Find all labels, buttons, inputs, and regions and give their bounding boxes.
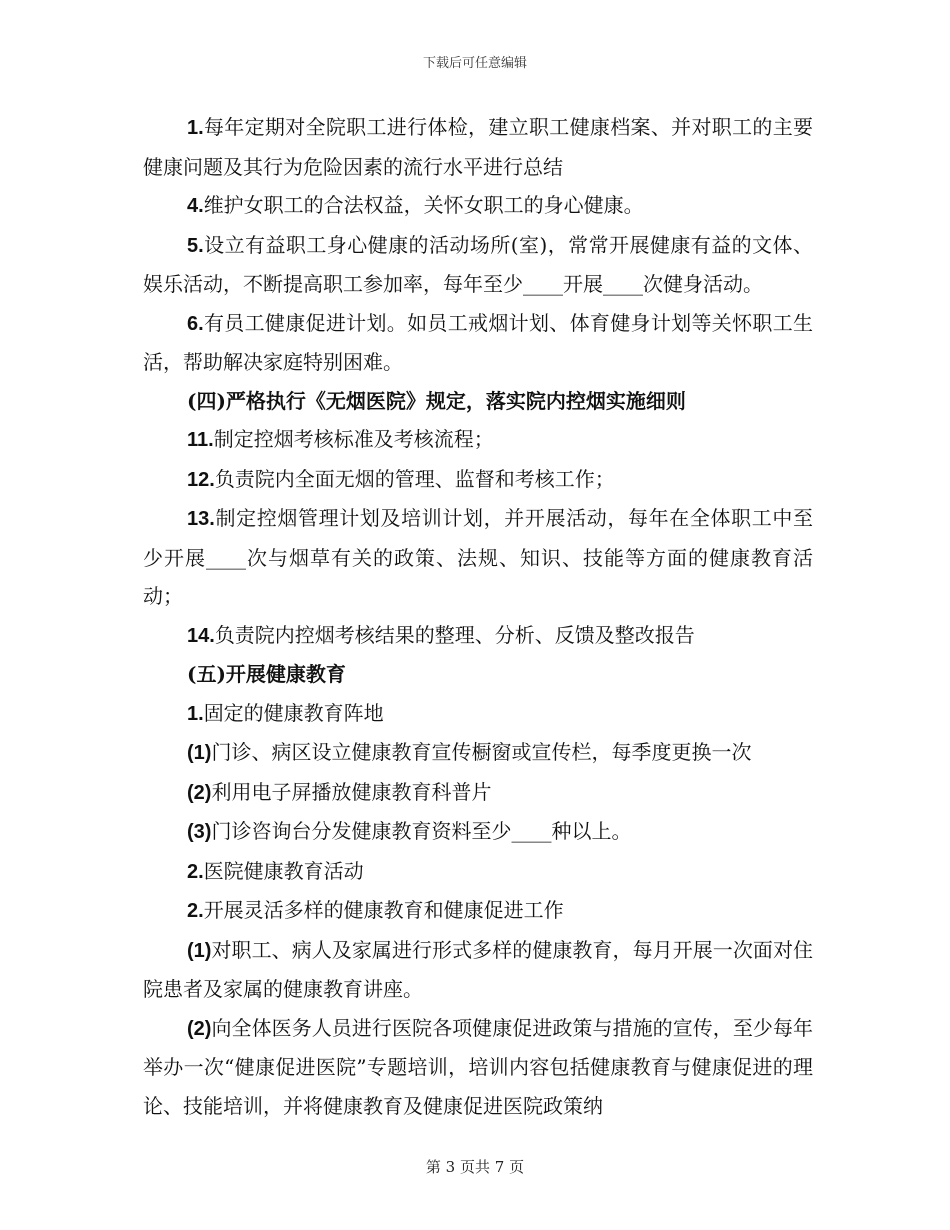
paragraph-text: (四)严格执行《无烟医院》规定，落实院内控烟实施细则 [187, 388, 686, 413]
paragraph [143, 108, 813, 186]
paragraph [143, 891, 813, 931]
paragraph-text: 门诊咨询台分发健康教育资料至少____种以上。 [211, 819, 632, 843]
paragraph-text: 固定的健康教育阵地 [203, 700, 384, 725]
paragraph [143, 460, 813, 500]
paragraph [143, 931, 813, 1009]
item-number: 5. [187, 234, 204, 257]
page-header: 下载后可任意编辑 [422, 56, 527, 71]
paragraph [143, 733, 813, 773]
paragraph-text: 有员工健康促进计划。如员工戒烟计划、体育健身计划等关怀职工生活，帮助解决家庭特别困难。 [143, 310, 813, 374]
item-number: (1) [187, 939, 212, 962]
paragraph [143, 186, 813, 226]
item-number: 13. [187, 508, 215, 530]
paragraph [143, 812, 813, 852]
paragraph-text: 每年定期对全院职工进行体检，建立职工健康档案、并对职工的主要健康问题及其行为危险因素的流行水平进行总结 [143, 115, 813, 179]
item-number: 1. [187, 702, 204, 725]
page-footer: 第 3 页共 7 页 [425, 1158, 525, 1176]
paragraph [143, 420, 813, 460]
section-heading [143, 655, 813, 694]
paragraph-text: 医院健康教育活动 [203, 858, 364, 883]
paragraph-text: 制定控烟管理计划及培训计划，并开展活动，每年在全体职工中至少开展____次与烟草有关的政策、法规、知识、技能等方面的健康教育活动； [143, 506, 813, 608]
paragraph-text: 对职工、病人及家属进行形式多样的健康教育，每月开展一次面对住院患者及家属的健康教育讲座。 [143, 937, 813, 1001]
paragraph-text: 开展灵活多样的健康教育和健康促进工作 [203, 898, 564, 922]
item-number: 2. [187, 900, 204, 922]
paragraph [143, 499, 813, 616]
item-number: 4. [187, 195, 204, 217]
paragraph-text: 门诊、病区设立健康教育宣传橱窗或宣传栏，每季度更换一次 [211, 740, 752, 764]
item-number: (3) [187, 821, 212, 843]
item-number: (1) [187, 742, 212, 764]
paragraph [143, 226, 813, 304]
paragraph-text: 制定控烟考核标准及考核流程； [213, 427, 494, 451]
paragraph [143, 1009, 813, 1126]
paragraph-text: 向全体医务人员进行医院各项健康促进政策与措施的宣传，至少每年举办一次“健康促进医院”专题培训，培训内容包括健康教育与健康促进的理论、技能培训，并将健康教育及健康促进医院政策纳 [143, 1015, 813, 1118]
document-body [143, 108, 813, 1125]
paragraph-text: 设立有益职工身心健康的活动场所(室)，常常开展健康有益的文体、娱乐活动，不断提高职工参加率，每年至少____开展____次健身活动。 [143, 232, 813, 296]
paragraph-text: 维护女职工的合法权益，关怀女职工的身心健康。 [203, 193, 644, 217]
paragraph [143, 694, 813, 734]
item-number: (2) [187, 1017, 212, 1040]
paragraph [143, 304, 813, 382]
item-number: 1. [187, 117, 204, 139]
item-number: 12. [187, 468, 215, 491]
section-heading [143, 382, 813, 421]
paragraph [143, 616, 813, 656]
item-number: 14. [187, 624, 215, 647]
paragraph-text: 负责院内控烟考核结果的整理、分析、反馈及整改报告 [214, 622, 695, 647]
paragraph-text: 利用电子屏播放健康教育科普片 [211, 779, 492, 804]
paragraph [143, 852, 813, 892]
paragraph [143, 773, 813, 813]
item-number: 6. [187, 312, 204, 335]
paragraph-text: 负责院内全面无烟的管理、监督和考核工作； [214, 466, 615, 491]
paragraph-text: (五)开展健康教育 [187, 662, 346, 686]
item-number: (2) [187, 781, 212, 804]
item-number: 11. [187, 429, 214, 451]
item-number: 2. [187, 860, 204, 883]
